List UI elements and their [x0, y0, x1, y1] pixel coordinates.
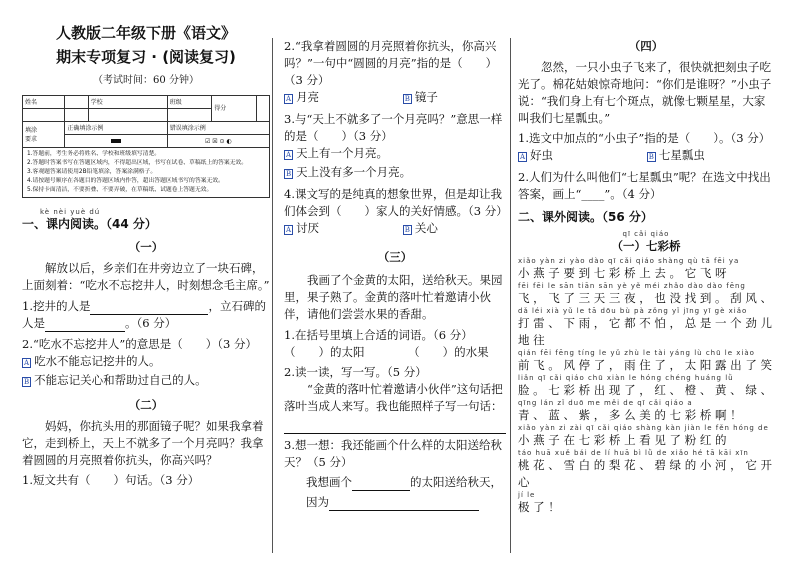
- answer-blank[interactable]: [352, 478, 410, 491]
- answer-row: 我想画个 的太阳送给秋天，: [306, 475, 502, 489]
- passage-label: （四）: [628, 39, 664, 53]
- hanzi-line: 小 燕 子 在 七 彩 桥 上 看 见 了 粉 红 的: [518, 433, 727, 447]
- pinyin-line: jí le: [518, 491, 536, 499]
- filled-mark-icon: [111, 139, 121, 143]
- option-a[interactable]: A 讨厌: [286, 221, 320, 235]
- question: 1.短文共有（ ）句话。（3 分）: [22, 473, 200, 487]
- info-table: [22, 95, 270, 148]
- pinyin-line: liǎn qī cǎi qiáo chū xiàn le hóng chéng huáng lǜ: [518, 374, 734, 382]
- question: 2.读一读，写一写。（5 分）: [284, 365, 427, 379]
- column-divider: [510, 38, 511, 553]
- note: 1.答题前，考生务必将姓名、学校和班级填写清楚。: [27, 151, 161, 157]
- fill-row: [284, 344, 506, 361]
- hanzi-line: 前 飞 。 风 停 了 ， 雨 住 了 ， 太 阳 露 出 了 笑: [518, 358, 772, 372]
- exam-time: （考试时间：60 分钟）: [93, 75, 199, 86]
- pinyin-line: xiǎo yàn zi zài qī cǎi qiáo shàng kàn jiàn le fěn hóng de: [518, 424, 769, 432]
- score-label: 得分: [212, 96, 257, 122]
- score-field[interactable]: [256, 96, 269, 122]
- question: 2.“吃水不忘挖井人”的意思是（ ）（3 分）: [22, 337, 257, 351]
- answer-blank[interactable]: [90, 302, 208, 315]
- option-b[interactable]: B 关心: [404, 221, 438, 235]
- fill-requirement-label: 填涂 要求: [23, 122, 65, 148]
- pinyin-line: qián fēi fēng tíng le yǔ zhù le tài yáng lù chū le xiào: [518, 349, 755, 357]
- hanzi-line: 小 燕 子 要 到 七 彩 桥 上 去 。 它 飞 呀: [518, 266, 727, 280]
- section-heading: 一、课内阅读。（44 分）: [22, 217, 157, 231]
- column-divider: [272, 38, 273, 553]
- school-label: 学校: [88, 96, 167, 109]
- class-label: 班级: [167, 96, 212, 109]
- passage-text: 我画了个金黄的太阳，送给秋天。果园里，果子熟了。金黄的落叶忙着邀请小伙伴，请他们尝尝水果的香甜。: [284, 273, 503, 321]
- story-text: [518, 257, 774, 516]
- note: 2.答题时答案书写在答题区域内，不得超出区域，书写在试卷、草稿纸上的答案无效。: [27, 160, 248, 166]
- exam-title: 人教版二年级下册《语文》: [55, 24, 236, 42]
- option-b[interactable]: B 七星瓢虫: [648, 148, 705, 162]
- correct-example-label: 正确填涂示例: [65, 122, 167, 135]
- exam-notes: [22, 148, 270, 198]
- passage-text: 妈妈，你抗头用的那面镜子呢？如果我拿着它，走到桥上，天上不就多了一个月亮吗？我拿着圆圆的月亮照着你抗头，你高兴吗？: [22, 419, 264, 467]
- pinyin-line: xiǎo yàn zi yào dào qī cǎi qiáo shàng qù tā fēi ya: [518, 257, 740, 265]
- name-label: 姓名: [23, 96, 65, 109]
- passage-label: （二）: [128, 398, 164, 412]
- question: 3.想一想：我还能画个什么样的太阳送给秋天？（5 分）: [284, 438, 502, 469]
- hanzi-line: 青 、 蓝 、 紫 ， 多 么 美 的 七 彩 桥 啊 ！: [518, 408, 742, 422]
- passage-label: （三）: [377, 250, 413, 264]
- section-heading: 二、课外阅读。（56 分）: [518, 210, 653, 224]
- passage-text: 解放以后，乡亲们在井旁边立了一块石碑，上面刻着：“吃水不忘挖井人，时刻想念毛主席。”: [22, 261, 270, 292]
- hanzi-line: 脸 。 七 彩 桥 出 现 了 ， 红 、 橙 、 黄 、 绿 、: [518, 383, 772, 397]
- options-row: [518, 147, 774, 166]
- question: 3.与“天上不就多了一个月亮吗？”意思一样的是（ ）（3 分）: [284, 112, 503, 143]
- note: 5.保持卡面清洁，不要折叠、不要弄破，在草稿纸、试题卷上答题无效。: [27, 187, 213, 193]
- option-b[interactable]: B 不能忘记关心和帮助过自己的人。: [24, 373, 207, 387]
- passage-label: （一）: [128, 240, 164, 254]
- option-b[interactable]: B 天上没有多一个月亮。: [286, 165, 412, 179]
- option-a[interactable]: A 吃水不能忘记挖井的人。: [24, 354, 161, 368]
- question-prompt: “金黄的落叶忙着邀请小伙伴”这句话把落叶当成人来写。我也能照样子写一句话：: [284, 382, 503, 413]
- option-b[interactable]: B 镜子: [404, 90, 438, 104]
- answer-row: 因为: [284, 494, 506, 511]
- question: 2.“我拿着圆圆的月亮照着你抗头，你高兴吗？”一句中“圆圆的月亮”指的是（ ）（3 分）: [284, 39, 498, 87]
- option-a[interactable]: A 好虫: [520, 148, 554, 162]
- question: 1.挖井的人是 ，立石碑的人是 。（6 分）: [22, 299, 266, 330]
- pinyin-line: qīng lán zǐ duō me měi de qī cǎi qiáo a: [518, 399, 693, 407]
- options-row: [284, 220, 506, 239]
- fill-item[interactable]: （ ）的太阳: [284, 345, 365, 359]
- hanzi-line: 极 了 ！: [518, 500, 560, 514]
- story-title: （一）七彩桥: [611, 239, 681, 253]
- pinyin-line: fēi fēi le sān tiān sān yè yě méi zhǎo dào dào fēng: [518, 282, 746, 290]
- answer-blank[interactable]: [45, 319, 125, 332]
- column-2: [284, 38, 506, 511]
- answer-line[interactable]: [284, 417, 506, 434]
- options-row: [284, 89, 506, 108]
- hanzi-line: 桃 花 、 雪 白 的 梨 花 、 碧 绿 的 小 河 ， 它 开 心: [518, 458, 772, 489]
- section-pinyin: kè nèi yuè dú: [40, 208, 101, 216]
- name-field[interactable]: [65, 96, 88, 109]
- story-title-pinyin: qī cǎi qiáo: [622, 230, 670, 238]
- question: 4.课文写的是纯真的想象世界，但是却让我们体会到（ ）家人的关好情感。（3 分）: [284, 187, 508, 218]
- question: 2.人们为什么叫他们“七星瓢虫”呢？在选文中找出答案，画上“____”。（4 分）: [518, 170, 771, 201]
- wrong-marks: ☑ ☒ ⊙ ◐: [167, 135, 269, 148]
- passage-text: 忽然，一只小虫子飞来了，很快就把刻虫子吃光了。棉花姑娘惊奇地问：“你们是谁呀？”小虫子说：“我们身上有七个斑点，就像七颗星星，大家叫我们七星瓢虫。”: [518, 60, 772, 125]
- pinyin-line: táo huā xuě bái de lí huā bì lǜ de xiǎo hé tā kāi xīn: [518, 449, 749, 457]
- hanzi-line: 飞 ， 飞 了 三 天 三 夜 ， 也 没 找 到 。 刮 风 、: [518, 291, 772, 305]
- hanzi-line: 打 雷 、 下 雨 ， 它 都 不 怕 ， 总 是 一 个 劲 儿 地 往: [518, 316, 772, 347]
- question: 1.在括号里填上合适的词语。（6 分）: [284, 328, 473, 342]
- exam-subtitle: 期末专项复习 · (阅读复习): [56, 48, 236, 66]
- column-3: [518, 38, 774, 516]
- note: 4.请按题号顺序在各题目的答题区域内作答，超出答题区域书写的答案无效。: [27, 178, 224, 184]
- note: 3.客观题答案请使用2B铅笔填涂，答案涂满格子。: [27, 169, 157, 175]
- question: 1.选文中加点的“小虫子”指的是（ ）。（3 分）: [518, 131, 771, 145]
- answer-blank[interactable]: [329, 498, 479, 511]
- option-a[interactable]: A 天上有一个月亮。: [286, 146, 389, 160]
- option-a[interactable]: A 月亮: [286, 90, 320, 104]
- wrong-example-label: 错误填涂示例: [167, 122, 269, 135]
- pinyin-line: dǎ léi xià yǔ le tā dōu bù pà zǒng yǐ jīng yī gè xiǎo: [518, 307, 748, 315]
- column-1: [22, 22, 270, 489]
- fill-item[interactable]: （ ）的水果: [408, 345, 489, 359]
